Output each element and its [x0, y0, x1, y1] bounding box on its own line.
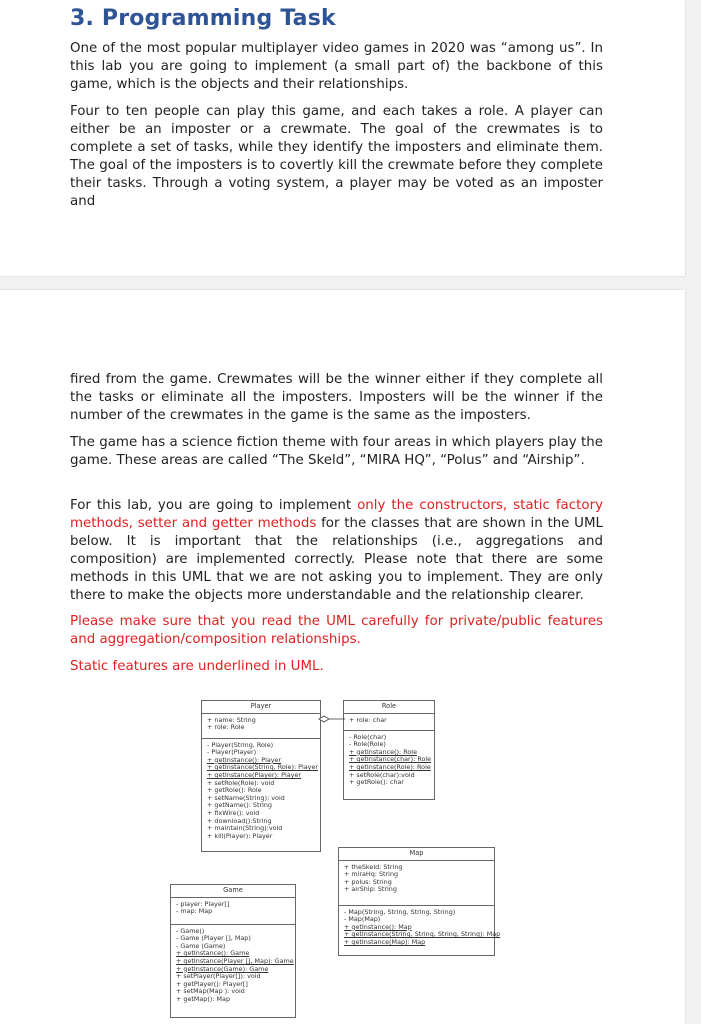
paragraph-uml-warning: Please make sure that you read the UML carefully for private/public features and aggregation/composition relationships.	[70, 614, 603, 647]
instructions-text-start: For this lab, you are going to implement	[70, 498, 358, 513]
uml-method: + getInstance(Game): Game	[176, 964, 269, 973]
uml-method: + setPlayer(Player[]): void	[176, 972, 261, 981]
document-page-1	[0, 0, 685, 276]
uml-method: + getName(): String	[207, 801, 272, 810]
uml-methods	[344, 730, 434, 790]
uml-attributes	[344, 713, 434, 730]
uml-methods	[339, 905, 501, 950]
uml-methods	[202, 738, 320, 844]
uml-method: + getMap(): Map	[176, 994, 231, 1003]
paragraph-static-note: Static features are underlined in UML.	[70, 659, 324, 674]
uml-method: + getInstance(Map): Map	[344, 937, 426, 946]
uml-attributes	[339, 860, 494, 905]
uml-method: + getPlayer(): Player[]	[176, 979, 248, 988]
uml-method: - Game()	[176, 926, 205, 935]
aggregation-diamond-icon	[319, 716, 329, 722]
paragraph-winning: fired from the game. Crewmates will be the winner either if they complete all the tasks or eliminate all the imposters. Imposters will be the winner if the number of the crewmates in the game is the same as the imposters.	[70, 372, 603, 423]
paragraph-gameplay: Four to ten people can play this game, and each takes a role. A player can either be an imposter or a crewmate. The goal of the crewmates is to complete a set of tasks, while they identify the imposters and eliminate them. The goal of the imposters is to covertly kill the crewmate before they complete their tasks. Through a voting system, a player may be voted as an imposter and	[70, 104, 603, 209]
uml-method: + maintain(String):void	[207, 824, 283, 833]
uml-attribute: + airShip: String	[344, 885, 397, 894]
uml-method: + fixWire(): void	[207, 808, 260, 817]
section-heading: 3. Programming Task	[70, 6, 336, 31]
uml-method: + getInstance(): Player	[207, 755, 282, 764]
uml-attribute: + name: String	[207, 715, 256, 724]
uml-method: + getInstance(): Map	[344, 922, 412, 931]
uml-attribute: + theSkeld: String	[344, 862, 403, 871]
uml-class-player	[201, 700, 321, 852]
uml-method: + getInstance(char): Role	[349, 755, 432, 764]
uml-method: + setRole(char):void	[349, 770, 415, 779]
uml-method: + getInstance(String, String, String, String): Map	[344, 930, 501, 939]
uml-method: - Map(Map)	[344, 915, 381, 924]
uml-association-player-role	[318, 714, 346, 724]
paragraph-instructions	[70, 497, 603, 605]
uml-method: + getRole(): Role	[207, 786, 262, 795]
uml-method: + getInstance(): Game	[176, 949, 250, 958]
uml-attributes	[171, 897, 295, 924]
uml-method: + getInstance(String, Role): Player	[207, 763, 319, 772]
uml-method: + getInstance(Player [], Map): Game	[176, 956, 294, 965]
instructions-text-end: for the classes that are shown in the UML below. It is important that the relationships (i.e., aggregations and composition) are implemented correctly. Please note that there are some methods in this UML that we are not asking you to implement. They are only there to make the objects more understandable and the relationship clearer.	[70, 516, 603, 603]
uml-method: - Game (Player [], Map)	[176, 934, 251, 943]
uml-method: - Game (Game)	[176, 941, 226, 950]
uml-method: + getInstance(): Role	[349, 747, 418, 756]
uml-class-role	[343, 700, 435, 800]
uml-attribute: + role: Role	[207, 723, 245, 732]
uml-method: + kill(Player): Player	[207, 831, 273, 840]
uml-attributes	[202, 713, 320, 738]
uml-attribute: - player: Player[]	[176, 899, 230, 908]
uml-class-name: Map	[409, 849, 424, 857]
uml-method: + getInstance(Player): Player	[207, 770, 302, 779]
uml-method: - Role(char)	[349, 732, 387, 741]
uml-method: + getRole(): char	[349, 778, 404, 787]
uml-attribute: + role: char	[349, 715, 387, 724]
uml-class-game	[170, 884, 296, 1018]
uml-attribute: + polus: String	[344, 877, 392, 886]
paragraph-theme: The game has a science fiction theme with four areas in which players play the game. These areas are called “The Skeld”, “MIRA HQ”, “Polus” and “Airship”.	[70, 435, 603, 468]
uml-method: + setMap(Map ): void	[176, 987, 245, 996]
uml-method: + setName(String): void	[207, 793, 285, 802]
uml-method: - Player(Player)	[207, 748, 257, 757]
uml-class-name: Role	[381, 702, 397, 710]
uml-class-name: Player	[250, 702, 272, 710]
uml-class-map	[338, 847, 501, 956]
uml-methods	[171, 924, 295, 1007]
paragraph-intro: One of the most popular multiplayer video games in 2020 was “among us”. In this lab you are going to implement (a small part of) the backbone of this game, which is the objects and their relationships.	[70, 41, 603, 92]
instructions-highlight: only the constructors, static factory methods, setter and getter methods	[70, 498, 603, 531]
uml-method: + setRole(Role): void	[207, 778, 275, 787]
uml-method: - Role(Role)	[349, 740, 386, 749]
uml-method: + getInstance(Role): Role	[349, 762, 431, 771]
uml-method: - Map(String, String, String, String)	[344, 907, 456, 916]
uml-method: + download():String	[207, 816, 272, 825]
uml-attribute: - map: Map	[176, 907, 213, 916]
uml-method: - Player(String, Role)	[207, 740, 274, 749]
uml-class-name: Game	[223, 886, 243, 894]
uml-attribute: + miraHq: String	[344, 870, 399, 879]
